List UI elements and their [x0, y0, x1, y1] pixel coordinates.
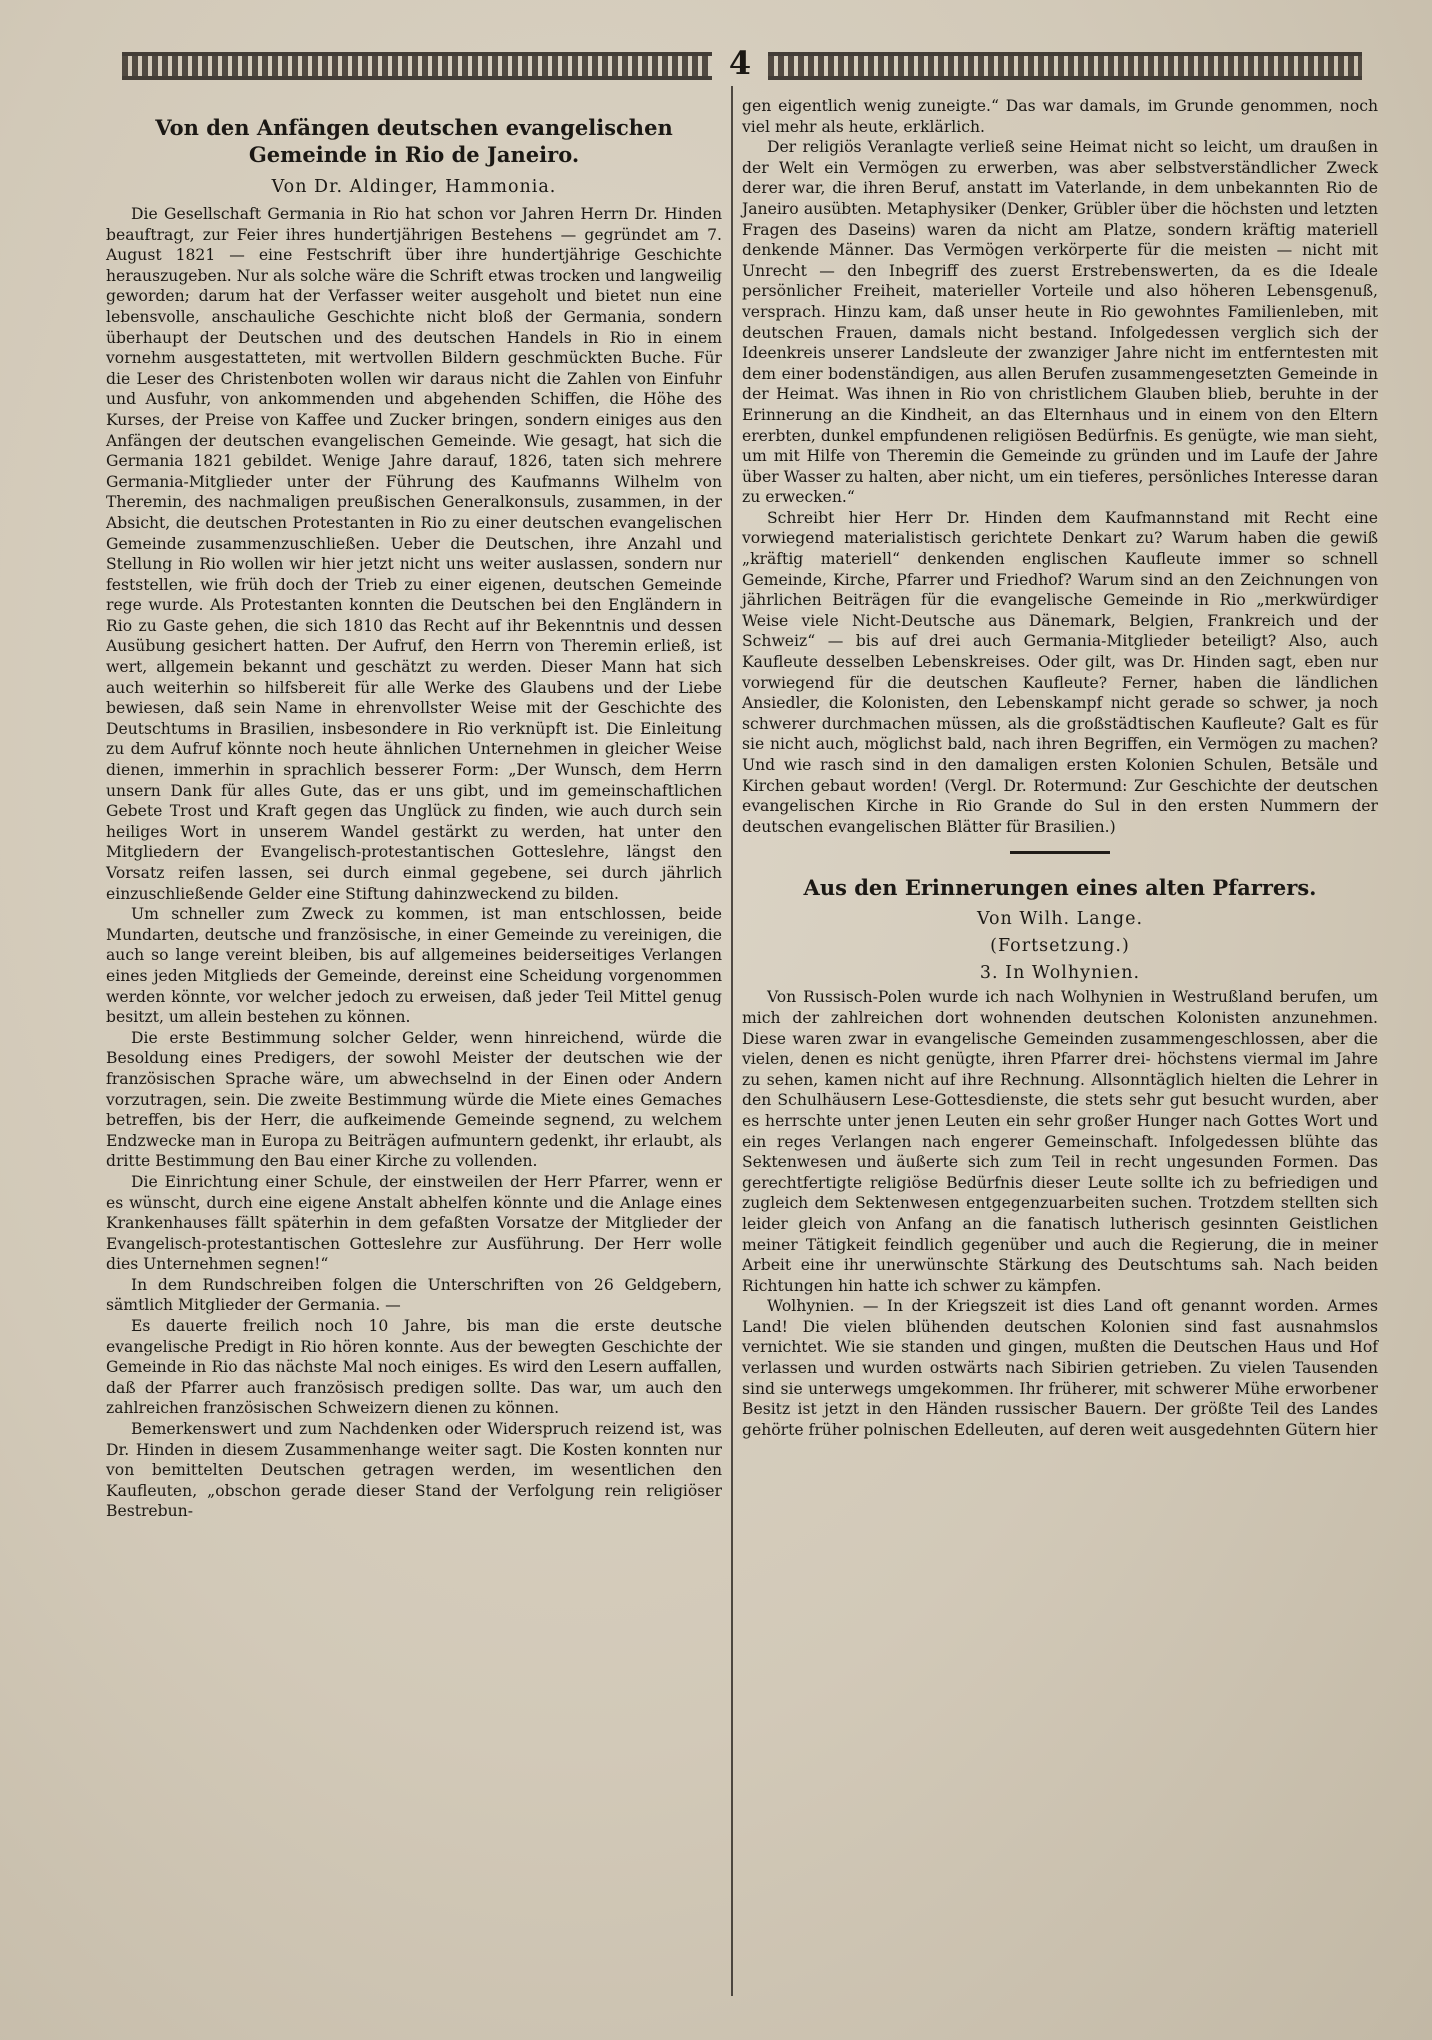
page-number: 4: [728, 44, 752, 82]
paragraph: Schreibt hier Herr Dr. Hinden dem Kaufmannstand mit Recht eine vorwiegend materialistisch gerichtete Denkart zu? Warum haben die gewiß „kräftig materiell“ denkenden englischen Kaufleute immer so schnell Gemeinde, Kirche, Pfarrer und Friedhof? Warum sind an den Zeichnungen von jährlichen Beiträgen für die evangelische Gemeinde in Rio „merkwürdiger Weise viele Nicht-Deutsche aus Dänemark, Belgien, Frankreich und der Schweiz“ — bis auf drei auch Germania-Mitglieder beteiligt? Also, auch Kaufleute desselben Lebenskreises. Oder gilt, was Dr. Hinden sagt, eben nur vorwiegend für die deutschen Kaufleute? Ferner, haben die ländlichen Ansiedler, die Kolonisten, den Lebenskampf nicht gerade so schwer, ja noch schwerer durchmachen müssen, als die großstädtischen Kaufleute? Galt es für sie nicht auch, möglichst bald, nach ihren Begriffen, ein Vermögen zu machen? Und wie rasch sind in den damaligen ersten Kolonien Schulen, Betsäle und Kirchen gebaut worden! (Vergl. Dr. Rotermund: Zur Geschichte der deutschen evangelischen Kirche in Rio Grande do Sul in den ersten Nummern der deutschen evangelischen Blätter für Brasilien.): [742, 508, 1378, 836]
article-byline: Von Dr. Aldinger, Hammonia.: [271, 177, 557, 197]
paragraph: In dem Rundschreiben folgen die Unterschriften von 26 Geldgebern, sämtlich Mitglieder der Germania. —: [106, 1275, 722, 1315]
section-heading: 3. In Wolhynien.: [979, 963, 1141, 984]
paragraph: Von Russisch-Polen wurde ich nach Wolhynien in Westrußland berufen, um mich der zahlreichen dort wohnenden deutschen Kolonisten anzunehmen. Diese waren zwar in evangelische Gemeinden zusammengeschlossen, aber die vielen, denen es nicht genügte, ihren Pfarrer drei- höchstens viermal im Jahre zu sehen, kamen nicht auf ihre Rechnung. Allsonntäglich hielten die Lehrer in den Schulhäusern Lese-Gottesdienste, die stets sehr gut besucht wurden, aber es herrschte unter jenen Leuten ein sehr großer Hunger nach Gottes Wort und ein reges Verlangen nach engerer Gemeinschaft. Infolgedessen blühte das Sektenwesen und äußerte sich zum Teil in recht ungesunden Formen. Das gerechtfertigte religiöse Bedürfnis dieser Leute sollte ich zu befriedigen und zugleich dem Sektenwesen entgegenzuarbeiten suchen. Trotzdem stellten sich leider gleich von Anfang an die fanatisch lutherisch gesinnten Geistlichen meiner Tätigkeit feindlich gegenüber und auch die Regierung, die in meiner Arbeit eine ihr unerwünschte Stärkung des Deutschtums sah. Nach beiden Richtungen hin hatte ich schwer zu kämpfen.: [742, 988, 1378, 1295]
paragraph: Es dauerte freilich noch 10 Jahre, bis man die erste deutsche evangelische Predigt in Rio hören konnte. Aus der bewegten Geschichte der Gemeinde in Rio das nächste Mal noch einiges. Es wird den Lesern auffallen, daß der Pfarrer auch französisch predigen sollte. Das war, um auch den zahlreichen französischen Schweizern dienen zu können.: [106, 1317, 722, 1418]
header-ornament-right: [768, 52, 1362, 80]
paragraph: Die Einrichtung einer Schule, der einstweilen der Herr Pfarrer, wenn er es wünscht, durch eine eigene Anstalt abhelfen könnte und die Anlage eines Krankenhauses fällt späterhin in dem gefaßten Vorsatze der Mitglieder der Evangelisch-protestantischen Gotteslehre zur Ausführung. Der Herr wolle dies Unternehmen segnen!“: [106, 1172, 722, 1274]
paragraph: Um schneller zum Zweck zu kommen, ist man entschlossen, beide Mundarten, deutsche und französische, in einer Gemeinde zu vereinigen, die auch so lange vereint bleiben, bis auf allgemeines beiderseitiges Verlangen eines jeden Mitglieds der Gemeinde, dereinst eine Scheidung vorgenommen werden könnte, vor welcher jedoch zu erweisen, daß jeder Teil Mittel genug besitzt, um allein bestehen zu können.: [106, 905, 722, 1027]
article-title: Von den Anfängen deutschen evangelischen Gemeinde in Rio de Janeiro.: [155, 115, 673, 167]
left-column: [106, 96, 722, 1522]
paragraph: Wolhynien. — In der Kriegszeit ist dies Land oft genannt worden. Armes Land! Die vielen blühenden deutschen Kolonien sind fast ausnahmslos vernichtet. Wie sie standen und gingen, mußten die Deutschen Haus und Hof verlassen und wurden ostwärts nach Sibirien getrieben. Zu vielen Tausenden sind sie unterwegs umgekommen. Ihr früherer, mit schwerer Mühe erworbener Besitz ist jetzt in den Händen russischer Bauern. Der größte Teil des Landes gehörte früher polnischen Edelleuten, auf deren weit ausgedehnten Gütern hier: [742, 1297, 1378, 1439]
article-title: Aus den Erinnerungen eines alten Pfarrers.: [803, 875, 1317, 901]
paragraph: gen eigentlich wenig zuneigte.“ Das war damals, im Grunde genommen, noch viel mehr als heute, erklärlich.: [742, 97, 1378, 136]
header-ornament-left: [122, 52, 712, 80]
paragraph: Bemerkenswert und zum Nachdenken oder Widerspruch reizend ist, was Dr. Hinden in diesem Zusammenhange weiter sagt. Die Kosten konnten nur von bemittelten Deutschen getragen werden, im wesentlichen den Kaufleuten, „obschon gerade dieser Stand der Verfolgung rein religiöser Bestrebun-: [106, 1420, 722, 1521]
paragraph: Der religiös Veranlagte verließ seine Heimat nicht so leicht, um draußen in der Welt ein Vermögen zu erwerben, was aber selbstverständlicher Zweck derer war, die ihren Beruf, anstatt im Vaterlande, in dem unbekannten Rio de Janeiro ausübten. Metaphysiker (Denker, Grübler über die höchsten und letzten Fragen des Daseins) waren da nicht am Platze, sondern kräftig materiell denkende Männer. Das Vermögen verkörperte für die meisten — nicht mit Unrecht — den Inbegriff des zuerst Erstrebenswerten, da es die Ideale persönlicher Freiheit, materieller Vorteile und also höheren Lebensgenuß, versprach. Hinzu kam, daß unser heute in Rio gewohntes Familienleben, mit deutschen Frauen, damals nicht bestand. Infolgedessen verglich sich der Ideenkreis unserer Landsleute der zwanziger Jahre nicht im entferntesten mit dem einer bodenständigen, aus allen Berufen zusammengesetzten Gemeinde in der Heimat. Was ihnen in Rio von christlichem Glauben blieb, beruhte in der Erinnerung an die Kindheit, an das Elternhaus und in einem von den Eltern ererbten, dunkel empfundenen religiösen Bedürfnis. Es genügte, wie man sieht, um mit Hilfe von Theremin die Gemeinde zu gründen und im Laufe der Jahre über Wasser zu halten, aber nicht, um ein tieferes, persönliches Interesse daran zu erwecken.“: [742, 138, 1378, 507]
article-byline: Von Wilh. Lange.: [976, 909, 1144, 930]
column-divider: [731, 86, 733, 1996]
paragraph: Die Gesellschaft Germania in Rio hat schon vor Jahren Herrn Dr. Hinden beauftragt, zur Feier ihres hundertjährigen Bestehens — gegründet am 7. August 1821 — eine Festschrift über ihre hundertjährige Geschichte herauszugeben. Nur als solche wäre die Schrift etwas trocken und langweilig geworden; darum hat der Verfasser weiter ausgeholt und bietet nun eine lebensvolle, anschauliche Geschichte nicht bloß der Germania, sondern überhaupt der Deutschen und des deutschen Handels in Rio in einem vornehm ausgestatteten, mit wertvollen Bildern geschmückten Buche. Für die Leser des Christenboten wollen wir daraus nicht die Zahlen von Einfuhr und Ausfuhr, von ankommenden und abgehenden Schiffen, die Höhe des Kurses, der Preise von Kaffee und Zucker bringen, sondern einiges aus den Anfängen der deutschen evangelischen Gemeinde. Wie gesagt, hat sich die Germania 1821 gebildet. Wenige Jahre darauf, 1826, taten sich mehrere Germania-Mitglieder unter der Führung des Kaufmanns Wilhelm von Theremin, des nachmaligen preußischen Generalkonsuls, zusammen, in der Absicht, die deutschen Protestanten in Rio zu einer deutschen evangelischen Gemeinde zusammenzuschließen. Ueber die Deutschen, ihre Anzahl und Stellung in Rio wollen wir hier jetzt nicht uns weiter auslassen, sondern nur feststellen, wie früh doch der Trieb zu einer eigenen, deutschen Gemeinde rege wurde. Als Protestanten konnten die Deutschen bei den Engländern in Rio zu Gaste gehen, die sich 1810 das Recht auf ihr Bekenntnis und dessen Ausübung gesichert hatten. Der Aufruf, den Herrn von Theremin erließ, ist wert, allgemein bekannt und geschätzt zu werden. Dieser Mann hat sich auch weiterhin so hilfsbereit für alle Werke des Glaubens und der Liebe bewiesen, daß sein Name in ehrenvollster Weise mit der Geschichte des Deutschtums in Brasilien, insbesondere in Rio verknüpft ist. Die Einleitung zu dem Aufruf könnte noch heute ähnlichen Unternehmen in gleicher Weise dienen, immerhin in sprachlich besserer Form: „Der Wunsch, dem Herrn unsern Dank für alles Gute, das er uns gibt, und im gemeinschaftlichen Gebete Trost und Kraft gegen das Unglück zu finden, wie auch durch sein heiliges Wort in unserem Wandel gestärkt zu werden, hat unter den Mitgliedern der Evangelisch-protestantischen Gotteslehre, längst den Vorsatz reifen lassen, sei durch einmal gegebene, sei durch jährlich einzuschließende Gelder eine Stiftung dahinzweckend zu bilden.: [106, 205, 722, 903]
right-column: [742, 96, 1378, 1440]
article-separator: [1010, 851, 1110, 854]
paragraph: Die erste Bestimmung solcher Gelder, wenn hinreichend, würde die Besoldung eines Predigers, der sowohl Meister der deutschen wie der französischen Sprache wäre, um abwechselnd in der Einen oder Andern vorzutragen, sein. Die zweite Bestimmung würde die Miete eines Gemaches betreffen, bis der Herr, die aufkeimende Gemeinde segnend, zu welchem Endzwecke man in Europa zu Beiträgen aufmuntern gedenkt, ihr erlaubt, als dritte Bestimmung den Bau einer Kirche zu vollenden.: [106, 1028, 722, 1171]
continuation-label: (Fortsetzung.): [990, 936, 1130, 957]
